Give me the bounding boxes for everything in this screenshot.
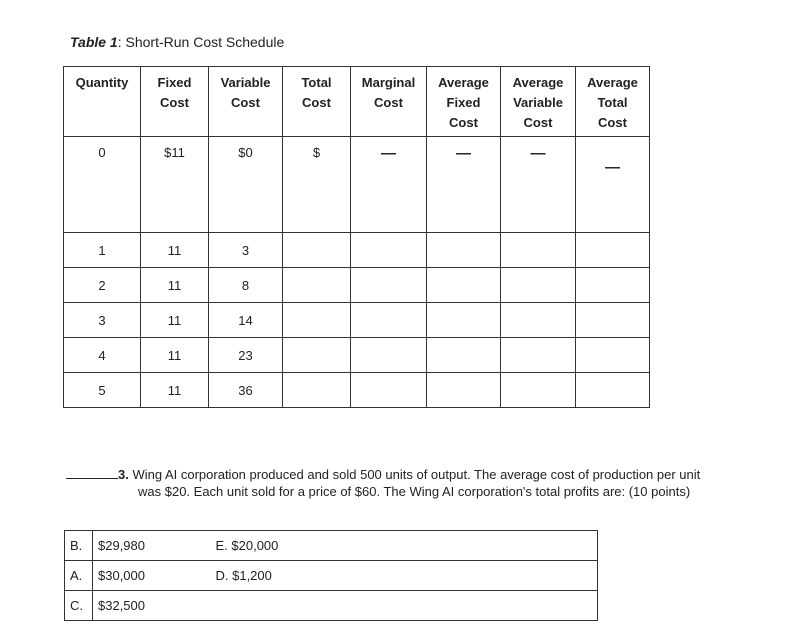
question-line-1: Wing AI corporation produced and sold 500 units of output. The average cost of production per unit <box>128 467 701 482</box>
answer-letter: B. <box>65 531 93 561</box>
table-cell[interactable] <box>576 137 650 233</box>
answer-row <box>65 561 598 591</box>
table-header-row <box>64 67 650 137</box>
cell-value: — <box>605 159 620 176</box>
table-cell <box>64 137 141 233</box>
cell-value: 11 <box>167 312 182 328</box>
answer-choice: $29,980 <box>93 531 211 561</box>
cell-value: — <box>530 145 546 162</box>
answer-blank[interactable] <box>66 466 118 479</box>
table-cell[interactable] <box>501 233 576 268</box>
table-cell[interactable] <box>501 268 576 303</box>
column-header-line: Average <box>587 75 638 90</box>
table-cell[interactable] <box>501 373 576 408</box>
table-row <box>64 338 650 373</box>
table-cell[interactable] <box>351 268 427 303</box>
question-number: 3. <box>118 467 129 482</box>
table-caption <box>70 34 284 50</box>
question-3 <box>66 466 766 500</box>
column-header-line: Total <box>597 95 628 110</box>
table-cell <box>141 137 209 233</box>
table-cell[interactable] <box>283 303 351 338</box>
table-cell <box>64 268 141 303</box>
table-cell[interactable] <box>576 303 650 338</box>
column-header-line: Total <box>301 75 332 90</box>
answer-other-choice: E. $20,000 <box>211 531 598 561</box>
table-cell[interactable] <box>427 268 501 303</box>
column-header-line: Fixed <box>157 75 192 90</box>
table-cell[interactable] <box>501 303 576 338</box>
table-cell[interactable] <box>576 338 650 373</box>
cell-value: 11 <box>167 382 182 398</box>
caption-text: : Short-Run Cost Schedule <box>117 34 285 50</box>
column-header-line: Average <box>512 75 564 90</box>
table-row <box>64 268 650 303</box>
column-header <box>209 67 283 137</box>
table-cell[interactable] <box>351 233 427 268</box>
table-body <box>64 137 650 408</box>
answer-letter: A. <box>65 561 93 591</box>
table-row <box>64 303 650 338</box>
column-header-line: Cost <box>160 95 189 110</box>
column-header-line: Cost <box>523 115 553 130</box>
cell-value: 36 <box>238 382 253 398</box>
column-header-line: Marginal <box>361 75 416 90</box>
answer-choice: $30,000 <box>93 561 211 591</box>
column-header <box>427 67 501 137</box>
table-cell <box>141 268 209 303</box>
answer-other-choice: D. $1,200 <box>211 561 598 591</box>
cell-value: $11 <box>164 145 185 160</box>
column-header-line: Cost <box>374 95 403 110</box>
cost-schedule-table <box>63 66 650 408</box>
table-cell[interactable] <box>427 137 501 233</box>
table-cell <box>209 268 283 303</box>
column-header <box>576 67 650 137</box>
caption-prefix: Table 1 <box>70 34 118 50</box>
column-header <box>351 67 427 137</box>
cell-value: 0 <box>98 145 106 160</box>
table-cell <box>64 233 141 268</box>
cell-value: — <box>381 145 396 162</box>
table-cell <box>64 373 141 408</box>
column-header-line: Quantity <box>75 75 129 90</box>
table-cell[interactable] <box>427 338 501 373</box>
column-header <box>283 67 351 137</box>
table-cell[interactable] <box>427 373 501 408</box>
cell-value: 3 <box>98 312 106 328</box>
cell-value: $ <box>312 145 321 160</box>
table-cell[interactable] <box>283 373 351 408</box>
column-header-line: Cost <box>231 95 260 110</box>
cell-value: 14 <box>238 312 253 328</box>
cell-value: — <box>456 145 471 162</box>
table-cell[interactable] <box>427 303 501 338</box>
table-cell[interactable] <box>351 137 427 233</box>
table-cell <box>209 233 283 268</box>
question-line-2: was $20. Each unit sold for a price of $60. The Wing AI corporation's total profits are: (10 points) <box>138 484 691 499</box>
column-header-line: Cost <box>449 115 478 130</box>
column-header-line: Fixed <box>446 95 481 110</box>
table-cell[interactable] <box>283 137 351 233</box>
table-cell[interactable] <box>501 137 576 233</box>
table-cell[interactable] <box>283 338 351 373</box>
table-cell[interactable] <box>501 338 576 373</box>
cell-value: 2 <box>98 277 106 293</box>
column-header-line: Average <box>438 75 489 90</box>
table-cell[interactable] <box>283 233 351 268</box>
table-cell[interactable] <box>351 303 427 338</box>
column-header <box>501 67 576 137</box>
table-row <box>64 137 650 233</box>
cell-value: 11 <box>167 277 182 293</box>
table-cell <box>209 137 283 233</box>
table-cell[interactable] <box>576 373 650 408</box>
table-cell <box>141 233 209 268</box>
table-cell <box>141 338 209 373</box>
table-cell[interactable] <box>351 338 427 373</box>
cell-value: 8 <box>241 277 250 293</box>
table-cell <box>141 303 209 338</box>
column-header-line: Variable <box>220 75 271 90</box>
table-cell[interactable] <box>351 373 427 408</box>
cell-value: 5 <box>98 382 106 398</box>
cell-value: 11 <box>167 242 182 258</box>
column-header-line: Cost <box>302 95 331 110</box>
answer-row <box>65 531 598 561</box>
table-cell[interactable] <box>283 268 351 303</box>
column-header <box>141 67 209 137</box>
column-header <box>64 67 141 137</box>
table-cell <box>209 303 283 338</box>
table-cell <box>209 338 283 373</box>
cell-value: $0 <box>238 145 253 160</box>
answer-row <box>65 591 598 621</box>
answer-other-choice <box>211 591 598 621</box>
table-cell <box>141 373 209 408</box>
cell-value: 23 <box>238 347 253 363</box>
table-row <box>64 373 650 408</box>
answer-choices-table <box>64 530 598 621</box>
cell-value: 11 <box>167 347 182 363</box>
table-cell <box>64 303 141 338</box>
table-cell[interactable] <box>576 233 650 268</box>
answer-choice: $32,500 <box>93 591 211 621</box>
table-cell <box>64 338 141 373</box>
column-header-line: Variable <box>513 95 563 110</box>
column-header-line: Cost <box>598 115 627 130</box>
cell-value: 3 <box>241 242 250 258</box>
table-cell <box>209 373 283 408</box>
answer-letter: C. <box>65 591 93 621</box>
cell-value: 4 <box>98 347 106 363</box>
cell-value: 1 <box>98 242 106 258</box>
table-cell[interactable] <box>576 268 650 303</box>
table-cell[interactable] <box>427 233 501 268</box>
table-row <box>64 233 650 268</box>
